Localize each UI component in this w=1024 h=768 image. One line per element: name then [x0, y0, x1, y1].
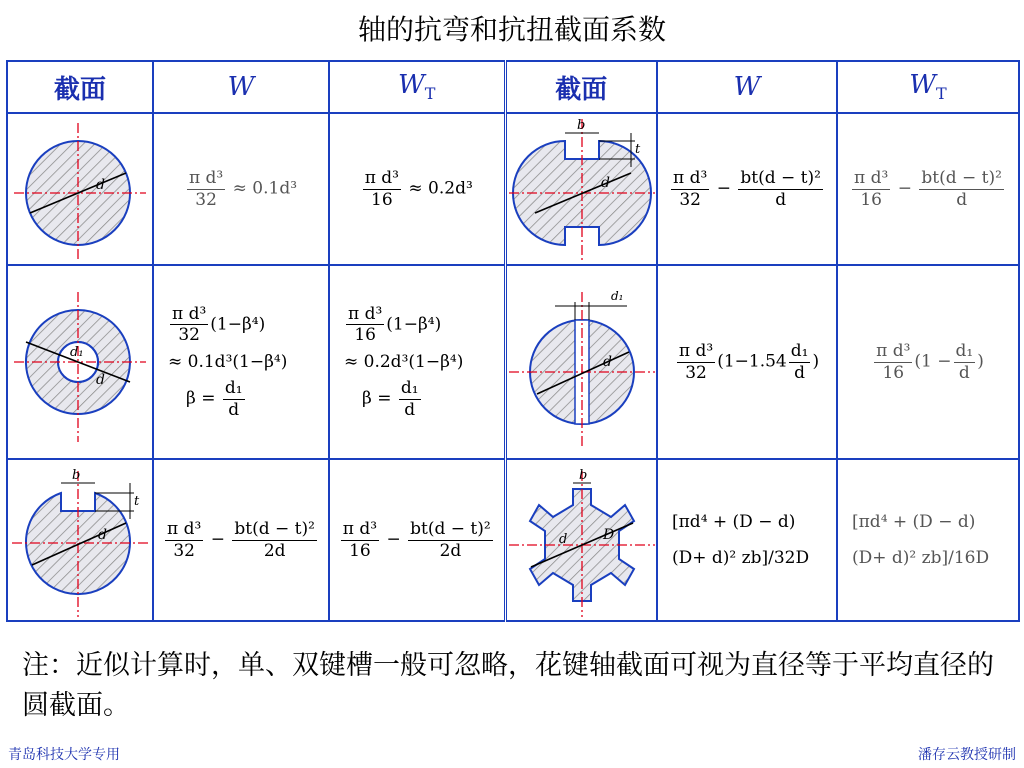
- formula-wt-solid: $\frac{\text{π d³}}{16}$ ≈ 0.2d³: [329, 113, 505, 265]
- fig-label-d: d: [600, 175, 610, 191]
- formula-w-spline: [πd⁴ + (D − d) (D+ d)² zb]/32D: [657, 459, 837, 621]
- table-row: [7, 459, 1019, 621]
- note-text: 注：近似计算时，单、双键槽一般可忽略，花键轴截面可视为直径等于平均直径的圆截面。: [22, 650, 994, 721]
- double-keyway-figure: [505, 113, 657, 265]
- fig-label-d: d: [602, 354, 612, 370]
- formula-w-double-keyway: $\frac{\text{π d³}}{32}$ − $\frac{\text{bt(d − t)²}}{d}$: [657, 113, 837, 265]
- formula-w-single-keyway: $\frac{\text{π d³}}{32}$ − $\frac{\text{bt(d − t)²}}{2d}$: [153, 459, 329, 621]
- section-modulus-table: [6, 60, 1018, 622]
- fig-label-b: b: [576, 118, 585, 133]
- fig-label-D: D: [602, 527, 614, 543]
- formula-wt-double-keyway: $\frac{\text{π d³}}{16}$ − $\frac{\text{bt(d − t)²}}{d}$: [837, 113, 1019, 265]
- footer-left: 青岛科技大学专用: [8, 747, 120, 763]
- formula-w-solid: $\frac{\text{π d³}}{32}$ ≈ 0.1d³: [153, 113, 329, 265]
- fig-label-d: d: [558, 532, 567, 547]
- fig-label-d1: d₁: [70, 345, 84, 360]
- formula-wt-spline: [πd⁴ + (D − d) (D+ d)² zb]/16D: [837, 459, 1019, 621]
- header-section-right: 截面: [505, 61, 657, 113]
- hollow-shaft-figure: [7, 265, 153, 459]
- formula-w-hollow: $\frac{\text{π d³}}{32}$ (1−β⁴) ≈ 0.1d³(1−β⁴) β = $\frac{\text{d₁}}{d}$: [153, 265, 329, 459]
- formula-w-cross-hole: $\frac{\text{π d³}}{32}$ (1−1.54 $\frac{\text{d₁}}{d}$ ): [657, 265, 837, 459]
- fig-label-d: d: [96, 372, 105, 388]
- header-w-left: W: [153, 61, 329, 113]
- header-wt-left: $W_T$: [329, 61, 505, 113]
- formula-wt-single-keyway: $\frac{\text{π d³}}{16}$ − $\frac{\text{bt(d − t)²}}{2d}$: [329, 459, 505, 621]
- header-section-left: 截面: [7, 61, 153, 113]
- spline-shaft-figure: [505, 459, 657, 621]
- fig-label-d: d: [96, 177, 105, 193]
- fig-label-d: d: [98, 527, 107, 543]
- header-wt-right: $W_T$: [837, 61, 1019, 113]
- page-title: 轴的抗弯和抗扭截面系数: [357, 13, 666, 46]
- table-row: [7, 113, 1019, 265]
- solid-shaft-figure: [7, 113, 153, 265]
- fig-label-t: t: [634, 142, 640, 157]
- single-keyway-figure: [7, 459, 153, 621]
- table-row: [7, 265, 1019, 459]
- table-header-row: [7, 61, 1019, 113]
- cross-hole-figure: [505, 265, 657, 459]
- formula-wt-hollow: $\frac{\text{π d³}}{16}$ (1−β⁴) ≈ 0.2d³(1−β⁴) β = $\frac{\text{d₁}}{d}$: [329, 265, 505, 459]
- fig-label-d1: d₁: [610, 289, 623, 303]
- fig-label-t: t: [134, 494, 140, 509]
- formula-wt-cross-hole: $\frac{\text{π d³}}{16}$ (1 − $\frac{\text{d₁}}{d}$ ): [837, 265, 1019, 459]
- fig-label-b: b: [578, 468, 587, 483]
- header-w-right: W: [657, 61, 837, 113]
- fig-label-b: b: [72, 468, 81, 483]
- footer-right: 潘存云教授研制: [918, 747, 1016, 763]
